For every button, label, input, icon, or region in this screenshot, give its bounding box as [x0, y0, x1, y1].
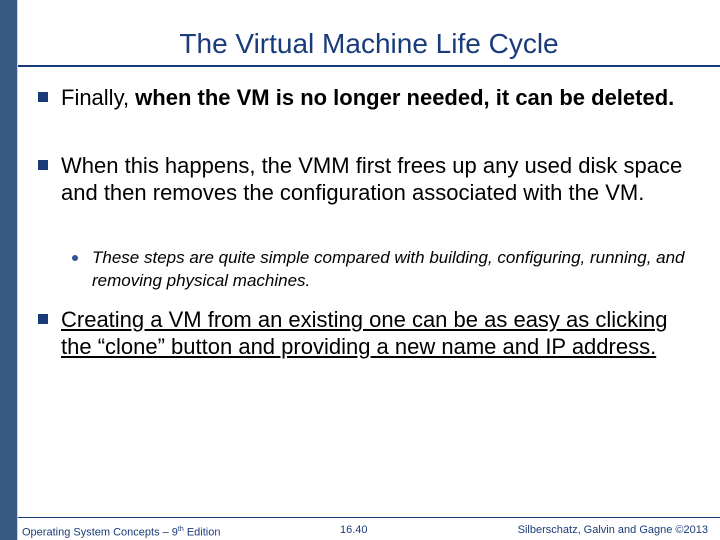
- footer-left-prefix: Operating System Concepts – 9: [22, 526, 178, 539]
- round-bullet-icon: [72, 255, 78, 261]
- bullet-1-text: [61, 84, 691, 111]
- bullet-1-prefix: Finally,: [61, 85, 136, 110]
- bullet-3-text: Creating a VM from an existing one can be as easy as clicking the “clone” button and providing a new name and IP address.: [61, 307, 668, 359]
- bullet-1-bold: when the VM is no longer needed, it can be deleted.: [135, 85, 675, 110]
- footer-left-suffix: Edition: [183, 526, 221, 539]
- footer-divider: [18, 517, 720, 518]
- footer-course-title: [22, 523, 220, 540]
- footer-left-sup: th: [177, 526, 184, 533]
- title-underline: [18, 65, 720, 67]
- left-sidebar-bar: [0, 0, 17, 540]
- sidebar-divider: [17, 0, 18, 540]
- sub-bullet-1-text: These steps are quite simple compared with building, configuring, running, and removing physical machines.: [92, 248, 685, 290]
- footer-copyright: Silberschatz, Galvin and Gagne ©2013: [517, 524, 708, 536]
- square-bullet-icon: [38, 92, 48, 102]
- bullet-2-text: When this happens, the VMM first frees up any used disk space and then removes the configuration associated with the VM.: [61, 153, 683, 205]
- square-bullet-icon: [38, 160, 48, 170]
- square-bullet-icon: [38, 314, 48, 324]
- footer-page-number: 16.40: [340, 524, 368, 536]
- slide-title: The Virtual Machine Life Cycle: [179, 28, 559, 59]
